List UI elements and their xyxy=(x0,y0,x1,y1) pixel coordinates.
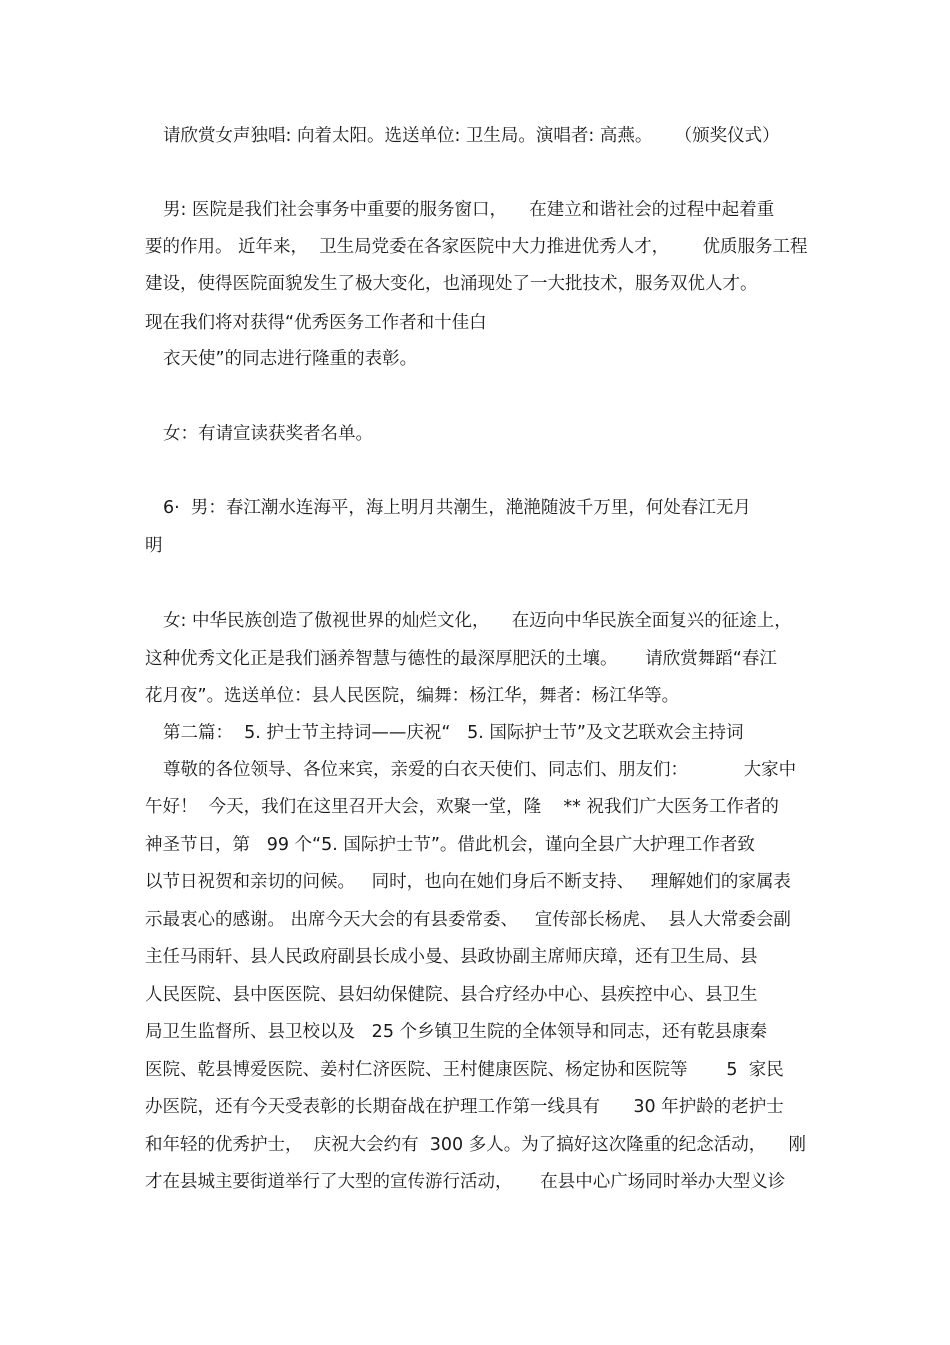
text-line: 女: 中华民族创造了傲视世界的灿烂文化， 在迈向中华民族全面复兴的征途上， xyxy=(163,611,792,631)
text-line: 衣天使”的同志进行隆重的表彰。 xyxy=(163,349,418,369)
text-line: 人民医院、县中医医院、县妇幼保健院、县合疗经办中心、县疾控中心、县卫生 xyxy=(145,985,758,1005)
text-line: 尊敬的各位领导、各位来宾，亲爱的白衣天使们、同志们、朋友们： 大家中 xyxy=(163,760,797,780)
text-line: 局卫生监督所、县卫校以及 25 个乡镇卫生院的全体领导和同志，还有乾县康秦 xyxy=(145,1022,768,1042)
text-line: 示最衷心的感谢。 出席今天大会的有县委常委、 宣传部长杨虎、 县人大常委会副 xyxy=(145,910,791,930)
text-line: 以节日祝贺和亲切的问候。 同时，也向在她们身后不断支持、 理解她们的家属表 xyxy=(145,872,791,892)
text-line: 请欣赏女声独唱: 向着太阳。选送单位: 卫生局。演唱者: 高燕。 （颁奖仪式） xyxy=(163,126,780,146)
text-line: 这种优秀文化正是我们涵养智慧与德性的最深厚肥沃的土壤。 请欣赏舞蹈“春江 xyxy=(145,649,777,669)
text-line: 明 xyxy=(145,536,163,556)
text-line: 和年轻的优秀护士， 庆祝大会约有 300 多人。为了搞好这次隆重的纪念活动， 刚 xyxy=(145,1135,806,1155)
text-line: 办医院，还有今天受表彰的长期奋战在护理工作第一线具有 30 年护龄的老护士 xyxy=(145,1097,784,1117)
text-line: 要的作用。 近年来， 卫生局党委在各家医院中大力推进优秀人才， 优质服务工程 xyxy=(145,237,808,257)
text-line: 男: 医院是我们社会事务中重要的服务窗口， 在建立和谐社会的过程中起着重 xyxy=(163,200,775,220)
text-line: 现在我们将对获得“优秀医务工作者和十佳白 xyxy=(145,313,487,333)
text-line: 花月夜”。选送单位：县人民医院，编舞：杨江华，舞者：杨江华等。 xyxy=(145,686,680,706)
text-line: 主任马雨轩、县人民政府副县长成小曼、县政协副主席师庆璋，还有卫生局、县 xyxy=(145,947,758,967)
text-line: 医院、乾县博爱医院、姜村仁济医院、王村健康医院、杨定协和医院等 5 家民 xyxy=(145,1060,784,1080)
text-line: 6· 男：春江潮水连海平，海上明月共潮生，滟滟随波千万里，何处春江无月 xyxy=(163,498,751,518)
text-line: 女：有请宣读获奖者名单。 xyxy=(163,424,373,444)
text-line: 神圣节日，第 99 个“5. 国际护士节”。借此机会，谨向全县广大护理工作者致 xyxy=(145,835,755,855)
text-line: 午好！ 今天，我们在这里召开大会，欢聚一堂，隆 ** 祝我们广大医务工作者的 xyxy=(145,797,779,817)
section-heading: 第二篇： 5. 护士节主持词——庆祝“ 5. 国际护士节”及文艺联欢会主持词 xyxy=(163,723,744,743)
text-line: 建设，使得医院面貌发生了极大变化，也涌现处了一大批技术，服务双优人才。 xyxy=(145,274,758,294)
text-line: 才在县城主要街道举行了大型的宣传游行活动， 在县中心广场同时举办大型义诊 xyxy=(145,1172,786,1192)
